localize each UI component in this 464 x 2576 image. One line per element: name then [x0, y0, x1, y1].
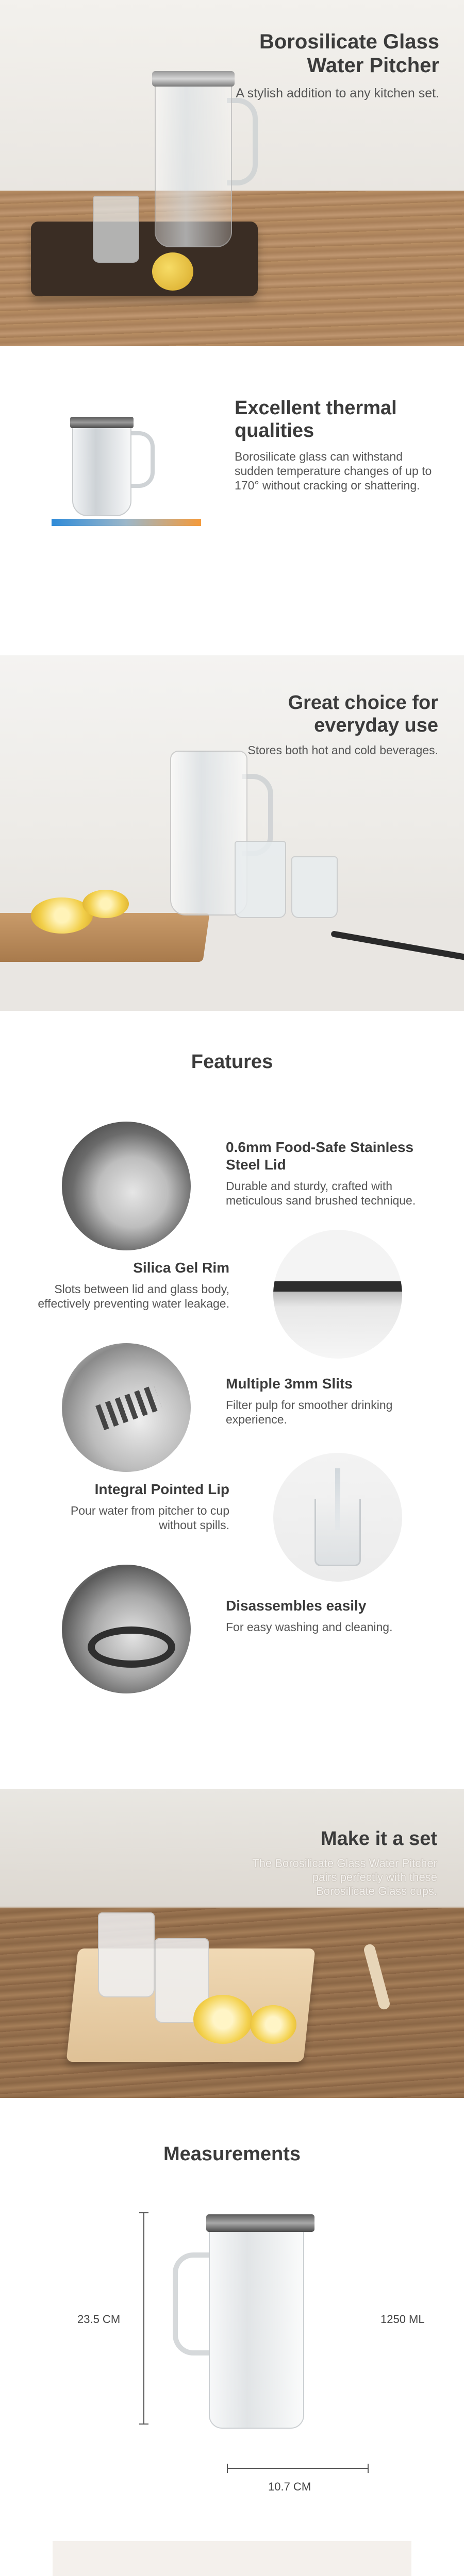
height-dimension-line: [143, 2212, 144, 2425]
pitcher-body: [72, 423, 131, 516]
thermal-section: [0, 346, 464, 655]
thermal-body: Borosilicate glass can withstand sudden temperature changes of up to 170° without cracking or shattering.: [235, 450, 432, 492]
thermal-pitcher-image: [52, 411, 165, 519]
everyday-title: Great choice for everyday use: [288, 692, 438, 736]
pitcher-handle: [129, 431, 155, 488]
rim-feature-image: [273, 1230, 402, 1359]
feature-body: Slots between lid and glass body, effectively preventing water leakage.: [38, 1282, 229, 1310]
lip-feature-image: [273, 1453, 402, 1582]
lemon: [152, 252, 193, 291]
glass-cup: [314, 1499, 361, 1566]
pitcher-lid: [206, 2214, 314, 2232]
hero-section: [0, 0, 464, 346]
pitcher-image: [155, 77, 232, 247]
set-text: [252, 1827, 437, 1898]
instructions-panel: [53, 2541, 411, 2576]
feature-lid: [226, 1139, 422, 1208]
feature-title: Disassembles easily: [226, 1598, 367, 1614]
feature-title: 0.6mm Food-Safe Stainless Steel Lid: [226, 1139, 414, 1173]
measurements-section: [0, 2098, 464, 2541]
dimension-cap: [139, 2212, 148, 2213]
silicone-ring: [88, 1626, 175, 1668]
pitcher-lid: [70, 417, 134, 428]
slits-feature-image: [62, 1343, 191, 1472]
dimension-cap: [139, 2424, 148, 2425]
everyday-text: [222, 691, 438, 757]
thermal-title: Excellent thermal qualities: [235, 397, 397, 442]
disassemble-feature-image: [62, 1565, 191, 1693]
glass-cup: [235, 841, 286, 918]
measurements-title: Measurements: [163, 2143, 301, 2165]
dimension-cap: [227, 2464, 228, 2473]
glass-cup: [93, 196, 139, 263]
feature-body: Filter pulp for smoother drinking experience.: [226, 1398, 393, 1426]
lid-feature-image: [62, 1122, 191, 1250]
feature-body: For easy washing and cleaning.: [226, 1620, 393, 1634]
feature-slits: [226, 1375, 422, 1427]
width-label: 10.7 CM: [268, 2480, 311, 2493]
set-section: [0, 1789, 464, 2098]
feature-rim: [34, 1259, 229, 1311]
feature-body: Pour water from pitcher to cup without spills.: [70, 1504, 229, 1532]
feature-title: Integral Pointed Lip: [94, 1481, 229, 1497]
lemon-slice: [82, 890, 129, 918]
pitcher-handle: [173, 2252, 214, 2355]
glass-cup: [291, 856, 338, 918]
lemon-slice: [250, 2005, 296, 2044]
everyday-section: [0, 655, 464, 1011]
temperature-gradient-bar: [52, 519, 201, 526]
hero-subtitle: A stylish addition to any kitchen set.: [236, 86, 439, 100]
feature-body: Durable and sturdy, crafted with meticulous sand brushed technique.: [226, 1179, 416, 1207]
cutting-board: [0, 913, 210, 962]
lemon-slice: [193, 1995, 253, 2044]
set-title: Make it a set: [321, 1828, 437, 1850]
glass-cup: [98, 1912, 155, 1997]
dimension-cap: [368, 2464, 369, 2473]
pitcher-image: [209, 2223, 304, 2429]
hero-title: Borosilicate Glass Water Pitcher: [259, 30, 439, 77]
features-section: [0, 1011, 464, 1789]
features-title: Features: [191, 1051, 273, 1073]
feature-disassemble: [226, 1597, 422, 1634]
feature-title: Silica Gel Rim: [133, 1260, 229, 1276]
volume-label: 1250 ML: [380, 2313, 425, 2326]
width-dimension-line: [227, 2468, 369, 2469]
use-instructions-section: [0, 2541, 464, 2576]
thermal-text: [235, 397, 441, 493]
feature-lip: [34, 1481, 229, 1532]
feature-title: Multiple 3mm Slits: [226, 1376, 353, 1392]
slits-detail: [95, 1385, 162, 1430]
hero-text: [218, 30, 439, 101]
set-body: The Borosilicate Glass Water Pitcher pairs perfectly with these Borosilicate Glass cups.: [252, 1857, 437, 1897]
everyday-body: Stores both hot and cold beverages.: [247, 743, 438, 757]
height-label: 23.5 CM: [77, 2313, 121, 2326]
